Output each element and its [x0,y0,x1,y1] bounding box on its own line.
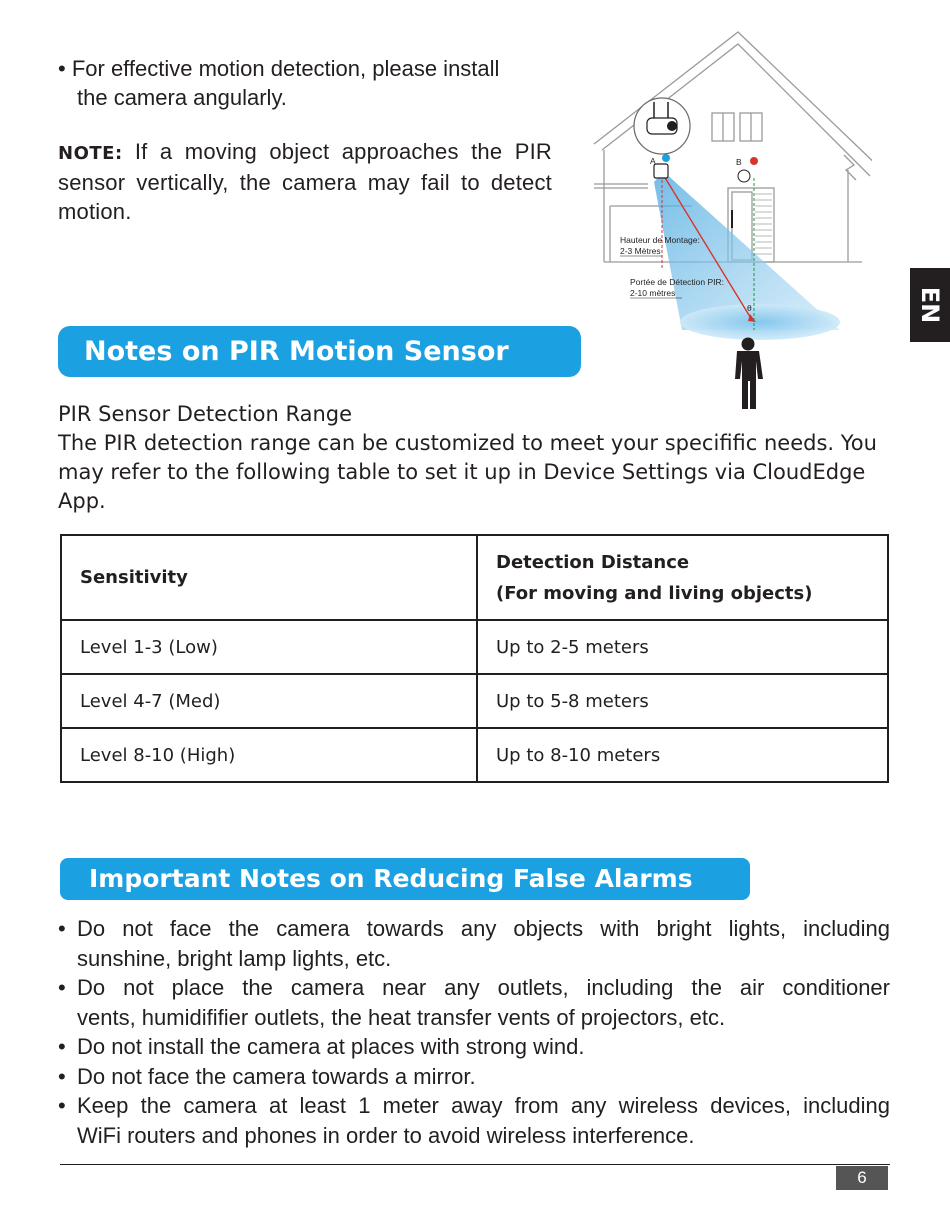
table-cell-level: Level 4-7 (Med) [61,674,477,728]
list-item-line-2: WiFi routers and phones in order to avoid wireless interference. [77,1122,695,1148]
note-label: NOTE: [58,143,123,164]
detection-range-table [60,534,889,783]
pir-subtitle: PIR Sensor Detection Range [58,402,353,426]
house-diagram [592,30,872,415]
header-sensitivity: Sensitivity [61,535,477,620]
table-cell-distance: Up to 8-10 meters [477,728,888,782]
table-row [61,620,888,674]
pir-description [58,400,918,516]
bullet-dot: • [58,1063,66,1089]
detection-range-value: 2-10 mètres [630,288,676,298]
intro-line-1: For effective motion detection, please install [71,56,500,81]
point-a-label: A [650,156,656,166]
note-paragraph [58,137,552,226]
point-b-label: B [736,157,742,167]
language-tab [910,268,950,342]
list-item-line-1: Do not install the camera at places with strong wind. [77,1034,585,1059]
header-distance-line-1: Detection Distance [496,551,690,573]
table-cell-level: Level 1-3 (Low) [61,620,477,674]
detection-range-label: Portée de Détection PIR: [630,277,725,287]
bullet-dot: • [58,1093,66,1118]
language-label: EN [916,286,944,324]
house-illustration [592,30,872,420]
false-alarm-list [58,914,890,1150]
person-icon [735,338,763,410]
footer-divider [60,1164,890,1165]
mounting-height-label: Hauteur de Montage: [620,235,700,245]
intro-line-2: the camera angularly. [77,85,287,110]
angle-symbol: θ [747,303,752,313]
list-item [58,1091,890,1150]
section-title-pir: Notes on PIR Motion Sensor [58,326,581,377]
table-header-row [61,535,888,620]
bullet-dot: • [58,56,66,81]
list-item-line-1: Keep the camera at least 1 meter away from any wireless devices, including [77,1093,890,1118]
table-cell-distance: Up to 5-8 meters [477,674,888,728]
table-row [61,728,888,782]
list-item-line-1: Do not place the camera near any outlets, including the air conditioner [77,975,890,1000]
header-distance [477,535,888,620]
list-item-line-1: Do not face the camera towards any objects with bright lights, including [77,916,890,941]
list-item [58,973,890,1032]
page-number: 6 [836,1166,888,1190]
pir-body: The PIR detection range can be customized to meet your specifific needs. You may refer to the following table to set it up in Device Settings via CloudEdge App. [58,431,877,513]
mounting-height-value: 2-3 Mètres [620,246,661,256]
table-cell-level: Level 8-10 (High) [61,728,477,782]
bullet-dot: • [58,1034,66,1059]
list-item [58,914,890,973]
table-row [61,674,888,728]
list-item-line-1: Do not face the camera towards a mirror. [77,1063,476,1089]
section-title-false-alarms: Important Notes on Reducing False Alarms [60,858,750,900]
intro-paragraph [58,54,558,112]
list-item [58,1032,890,1062]
bullet-dot: • [58,975,66,1000]
list-item-line-2: sunshine, bright lamp lights, etc. [77,945,392,971]
table-cell-distance: Up to 2-5 meters [477,620,888,674]
header-distance-line-2: (For moving and living objects) [496,582,813,604]
note-text: If a moving object approaches the PIR sensor vertically, the camera may fail to detect motion. [58,139,552,224]
list-item-line-2: vents, humidififier outlets, the heat transfer vents of projectors, etc. [77,1004,726,1030]
bullet-dot: • [58,916,66,941]
list-item [58,1062,890,1092]
